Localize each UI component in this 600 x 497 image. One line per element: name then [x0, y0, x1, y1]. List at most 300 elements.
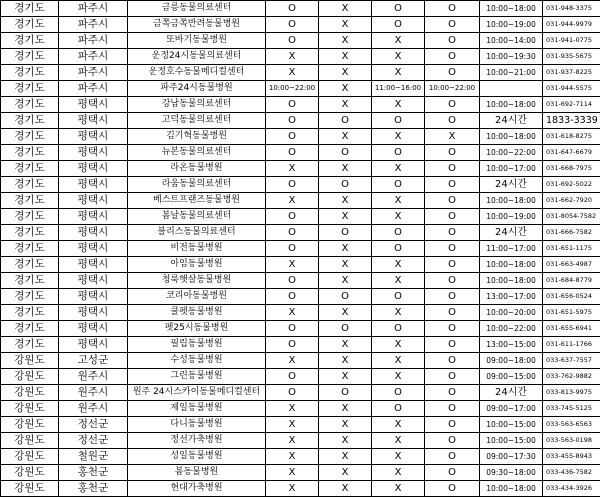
sunday-cell: X: [319, 417, 372, 433]
hours-cell: 24시간: [480, 225, 543, 241]
hours-cell: 10:00~18:00: [480, 193, 543, 209]
clinic-name-cell: 베스트프랜즈동물병원: [128, 193, 266, 209]
hours-cell: 10:00~20:00: [480, 305, 543, 321]
region-cell: 경기도: [1, 337, 59, 353]
phone-cell: 031-8054-7582: [543, 209, 600, 225]
region-cell: 경기도: [1, 305, 59, 321]
hours-cell: 10:00~14:00: [480, 33, 543, 49]
clinic-name-cell: 김기혁동물병원: [128, 129, 266, 145]
phone-cell: 031-944-5575: [543, 81, 600, 97]
city-cell: 평택시: [59, 97, 128, 113]
phone-cell: 031-656-0524: [543, 289, 600, 305]
sunday-cell: X: [319, 161, 372, 177]
clinic-name-cell: 라움동물의료센터: [128, 177, 266, 193]
region-cell: 강원도: [1, 449, 59, 465]
clinic-name-cell: 현대가축병원: [128, 481, 266, 497]
phone-cell: 031-647-6679: [543, 145, 600, 161]
hours-cell: 09:00~18:00: [480, 353, 543, 369]
holiday-cell: O: [425, 369, 480, 385]
table-row: [1, 385, 600, 401]
saturday-cell: O: [372, 241, 425, 257]
sunday-cell: X: [319, 353, 372, 369]
city-cell: 원주시: [59, 401, 128, 417]
city-cell: 평택시: [59, 129, 128, 145]
table-row: [1, 97, 600, 113]
weekday-cell: O: [266, 33, 319, 49]
saturday-cell: O: [372, 113, 425, 129]
saturday-cell: X: [372, 353, 425, 369]
region-cell: 경기도: [1, 273, 59, 289]
saturday-cell: X: [372, 337, 425, 353]
saturday-cell: O: [372, 1, 425, 17]
city-cell: 평택시: [59, 241, 128, 257]
region-cell: 강원도: [1, 385, 59, 401]
weekday-cell: O: [266, 225, 319, 241]
city-cell: 파주시: [59, 17, 128, 33]
region-cell: 경기도: [1, 17, 59, 33]
holiday-cell: O: [425, 145, 480, 161]
phone-cell: 031-666-7582: [543, 225, 600, 241]
hours-cell: 10:00~18:00: [480, 257, 543, 273]
sunday-cell: X: [319, 65, 372, 81]
saturday-cell: O: [372, 321, 425, 337]
city-cell: 평택시: [59, 305, 128, 321]
weekday-cell: O: [266, 177, 319, 193]
region-cell: 경기도: [1, 177, 59, 193]
saturday-cell: X: [372, 369, 425, 385]
sunday-cell: O: [319, 321, 372, 337]
sunday-cell: O: [319, 289, 372, 305]
hours-cell: 10:00~22:00: [480, 145, 543, 161]
clinic-name-cell: 그린동물병원: [128, 369, 266, 385]
clinic-name-cell: 다니동물병원: [128, 417, 266, 433]
hours-cell: 10:00~18:00: [480, 129, 543, 145]
weekday-cell: O: [266, 97, 319, 113]
clinic-name-cell: 라온동물병원: [128, 161, 266, 177]
phone-cell: 031-937-8225: [543, 65, 600, 81]
phone-cell: 031-935-5675: [543, 49, 600, 65]
region-cell: 경기도: [1, 81, 59, 97]
city-cell: 홍천군: [59, 465, 128, 481]
saturday-cell: O: [372, 17, 425, 33]
saturday-cell: X: [372, 161, 425, 177]
weekday-cell: O: [266, 241, 319, 257]
region-cell: 강원도: [1, 417, 59, 433]
clinic-name-cell: 수성동물병원: [128, 353, 266, 369]
table-row: [1, 449, 600, 465]
holiday-cell: O: [425, 401, 480, 417]
city-cell: 파주시: [59, 49, 128, 65]
table-row: [1, 481, 600, 497]
table-row: [1, 49, 600, 65]
clinic-name-cell: 봄날동물의료센터: [128, 209, 266, 225]
clinic-name-cell: 제일동물병원: [128, 401, 266, 417]
holiday-cell: O: [425, 353, 480, 369]
saturday-cell: X: [372, 97, 425, 113]
hours-cell: [480, 81, 543, 97]
hours-cell: 10:00~22:00: [480, 321, 543, 337]
phone-cell: 033-563-0198: [543, 433, 600, 449]
sunday-cell: X: [319, 369, 372, 385]
phone-cell: 033-637-7557: [543, 353, 600, 369]
holiday-cell: O: [425, 113, 480, 129]
hours-cell: 24시간: [480, 113, 543, 129]
clinic-name-cell: 금쪽금쪽반려동물병원: [128, 17, 266, 33]
hours-cell: 10:00~18:00: [480, 273, 543, 289]
weekday-cell: O: [266, 289, 319, 305]
weekday-cell: 10:00~22:00: [266, 81, 319, 97]
saturday-cell: O: [372, 289, 425, 305]
city-cell: 평택시: [59, 161, 128, 177]
clinic-name-cell: 운정호수동물메디컬센터: [128, 65, 266, 81]
holiday-cell: O: [425, 321, 480, 337]
region-cell: 강원도: [1, 353, 59, 369]
table-row: [1, 145, 600, 161]
clinic-name-cell: 또바기동물병원: [128, 33, 266, 49]
weekday-cell: O: [266, 337, 319, 353]
sunday-cell: X: [319, 401, 372, 417]
holiday-cell: O: [425, 33, 480, 49]
saturday-cell: X: [372, 33, 425, 49]
hours-cell: 24시간: [480, 385, 543, 401]
hours-cell: 11:00~17:00: [480, 241, 543, 257]
region-cell: 경기도: [1, 113, 59, 129]
city-cell: 평택시: [59, 193, 128, 209]
weekday-cell: X: [266, 305, 319, 321]
phone-cell: 033-745-5125: [543, 401, 600, 417]
weekday-cell: X: [266, 401, 319, 417]
table-row: [1, 257, 600, 273]
phone-cell: 031-692-7114: [543, 97, 600, 113]
hours-cell: 09:00~17:30: [480, 449, 543, 465]
hours-cell: 09:30~18:00: [480, 465, 543, 481]
table-row: [1, 337, 600, 353]
sunday-cell: X: [319, 337, 372, 353]
table-row: [1, 113, 600, 129]
weekday-cell: X: [266, 481, 319, 497]
weekday-cell: X: [266, 257, 319, 273]
weekday-cell: O: [266, 17, 319, 33]
holiday-cell: O: [425, 337, 480, 353]
phone-cell: 031-655-6941: [543, 321, 600, 337]
holiday-cell: O: [425, 161, 480, 177]
table-row: [1, 465, 600, 481]
hours-cell: 10:00~18:00: [480, 481, 543, 497]
weekday-cell: O: [266, 385, 319, 401]
hours-cell: 10:00~19:00: [480, 209, 543, 225]
sunday-cell: O: [319, 385, 372, 401]
phone-cell: 033-762-9882: [543, 369, 600, 385]
sunday-cell: X: [319, 209, 372, 225]
hours-cell: 09:00~15:00: [480, 369, 543, 385]
table-row: [1, 353, 600, 369]
phone-cell: 031-651-5975: [543, 305, 600, 321]
saturday-cell: X: [372, 449, 425, 465]
clinic-name-cell: 아임동물병원: [128, 257, 266, 273]
region-cell: 강원도: [1, 369, 59, 385]
sunday-cell: O: [319, 225, 372, 241]
clinic-name-cell: 코리아동물병원: [128, 289, 266, 305]
holiday-cell: O: [425, 1, 480, 17]
holiday-cell: O: [425, 465, 480, 481]
holiday-cell: O: [425, 305, 480, 321]
clinic-name-cell: 블리스동물의료센터: [128, 225, 266, 241]
weekday-cell: X: [266, 449, 319, 465]
sunday-cell: X: [319, 193, 372, 209]
hours-cell: 10:00~17:00: [480, 161, 543, 177]
hours-cell: 10:00~19:00: [480, 17, 543, 33]
holiday-cell: O: [425, 193, 480, 209]
city-cell: 정선군: [59, 417, 128, 433]
table-row: [1, 369, 600, 385]
clinic-name-cell: 쿨펫동물병원: [128, 305, 266, 321]
table-row: [1, 321, 600, 337]
table-row: [1, 289, 600, 305]
saturday-cell: X: [372, 193, 425, 209]
clinic-name-cell: 정선가축병원: [128, 433, 266, 449]
weekday-cell: O: [266, 113, 319, 129]
sunday-cell: O: [319, 145, 372, 161]
region-cell: 경기도: [1, 225, 59, 241]
weekday-cell: O: [266, 209, 319, 225]
saturday-cell: X: [372, 129, 425, 145]
table-row: [1, 401, 600, 417]
phone-cell: 031-692-5022: [543, 177, 600, 193]
phone-cell: 1833-3339: [543, 113, 600, 129]
hours-cell: 10:00~18:00: [480, 1, 543, 17]
city-cell: 평택시: [59, 177, 128, 193]
weekday-cell: X: [266, 65, 319, 81]
region-cell: 경기도: [1, 145, 59, 161]
hours-cell: 10:00~19:30: [480, 49, 543, 65]
holiday-cell: O: [425, 177, 480, 193]
phone-cell: 033-434-3926: [543, 481, 600, 497]
hours-cell: 13:00~17:00: [480, 289, 543, 305]
weekday-cell: X: [266, 161, 319, 177]
holiday-cell: O: [425, 289, 480, 305]
table-row: [1, 65, 600, 81]
table-row: [1, 17, 600, 33]
city-cell: 고성군: [59, 353, 128, 369]
saturday-cell: O: [372, 177, 425, 193]
table-row: [1, 33, 600, 49]
weekday-cell: O: [266, 321, 319, 337]
weekday-cell: X: [266, 193, 319, 209]
region-cell: 경기도: [1, 49, 59, 65]
weekday-cell: X: [266, 49, 319, 65]
phone-cell: 031-684-8779: [543, 273, 600, 289]
holiday-cell: O: [425, 241, 480, 257]
city-cell: 파주시: [59, 65, 128, 81]
hours-cell: 09:00~17:00: [480, 401, 543, 417]
sunday-cell: X: [319, 1, 372, 17]
weekday-cell: X: [266, 353, 319, 369]
region-cell: 경기도: [1, 257, 59, 273]
holiday-cell: O: [425, 385, 480, 401]
weekday-cell: X: [266, 465, 319, 481]
table-row: [1, 305, 600, 321]
sunday-cell: X: [319, 465, 372, 481]
city-cell: 파주시: [59, 33, 128, 49]
weekday-cell: O: [266, 1, 319, 17]
table-row: [1, 417, 600, 433]
phone-cell: 031-662-7920: [543, 193, 600, 209]
weekday-cell: O: [266, 145, 319, 161]
city-cell: 원주시: [59, 385, 128, 401]
clinic-name-cell: 비전동물병원: [128, 241, 266, 257]
table-row: [1, 241, 600, 257]
clinic-name-cell: 강남동물의료센터: [128, 97, 266, 113]
holiday-cell: O: [425, 65, 480, 81]
sunday-cell: O: [319, 113, 372, 129]
holiday-cell: O: [425, 449, 480, 465]
clinic-name-cell: 필립동물병원: [128, 337, 266, 353]
region-cell: 강원도: [1, 433, 59, 449]
clinic-name-cell: 성일동물병원: [128, 449, 266, 465]
region-cell: 경기도: [1, 33, 59, 49]
table-body: [1, 1, 600, 497]
saturday-cell: O: [372, 145, 425, 161]
region-cell: 강원도: [1, 401, 59, 417]
clinic-name-cell: 파주24시동물병원: [128, 81, 266, 97]
clinic-name-cell: 봄동물병원: [128, 465, 266, 481]
region-cell: 경기도: [1, 65, 59, 81]
table-row: [1, 433, 600, 449]
phone-cell: 031-941-0775: [543, 33, 600, 49]
city-cell: 평택시: [59, 145, 128, 161]
saturday-cell: O: [372, 225, 425, 241]
table-row: [1, 273, 600, 289]
saturday-cell: X: [372, 465, 425, 481]
region-cell: 경기도: [1, 97, 59, 113]
region-cell: 경기도: [1, 161, 59, 177]
saturday-cell: 11:00~16:00: [372, 81, 425, 97]
saturday-cell: X: [372, 305, 425, 321]
sunday-cell: X: [319, 433, 372, 449]
holiday-cell: 10:00~22:00: [425, 81, 480, 97]
city-cell: 평택시: [59, 209, 128, 225]
phone-cell: 031-663-4987: [543, 257, 600, 273]
clinic-name-cell: 운정24시동물의료센터: [128, 49, 266, 65]
region-cell: 강원도: [1, 465, 59, 481]
city-cell: 평택시: [59, 257, 128, 273]
weekday-cell: X: [266, 433, 319, 449]
region-cell: 경기도: [1, 1, 59, 17]
clinic-name-cell: 청룩햇살동물병원: [128, 273, 266, 289]
phone-cell: 031-618-8275: [543, 129, 600, 145]
saturday-cell: X: [372, 209, 425, 225]
saturday-cell: O: [372, 385, 425, 401]
table-row: [1, 129, 600, 145]
sunday-cell: X: [319, 241, 372, 257]
phone-cell: 031-651-1175: [543, 241, 600, 257]
city-cell: 평택시: [59, 225, 128, 241]
saturday-cell: X: [372, 273, 425, 289]
phone-cell: 031-611-1766: [543, 337, 600, 353]
holiday-cell: O: [425, 49, 480, 65]
saturday-cell: X: [372, 65, 425, 81]
region-cell: 경기도: [1, 289, 59, 305]
hours-cell: 10:00~18:00: [480, 97, 543, 113]
phone-cell: 033-563-6563: [543, 417, 600, 433]
clinic-name-cell: 고덕동물의료센터: [128, 113, 266, 129]
table-row: [1, 161, 600, 177]
city-cell: 평택시: [59, 113, 128, 129]
table-row: [1, 225, 600, 241]
sunday-cell: X: [319, 17, 372, 33]
sunday-cell: X: [319, 129, 372, 145]
phone-cell: 031-948-3375: [543, 1, 600, 17]
sunday-cell: X: [319, 305, 372, 321]
sunday-cell: X: [319, 273, 372, 289]
clinic-name-cell: 뉴본동물의료센터: [128, 145, 266, 161]
holiday-cell: O: [425, 417, 480, 433]
city-cell: 원주시: [59, 369, 128, 385]
sunday-cell: X: [319, 449, 372, 465]
weekday-cell: X: [266, 417, 319, 433]
sunday-cell: X: [319, 97, 372, 113]
saturday-cell: X: [372, 49, 425, 65]
clinic-name-cell: 펫25시동물병원: [128, 321, 266, 337]
phone-cell: 031-668-7975: [543, 161, 600, 177]
weekday-cell: O: [266, 129, 319, 145]
region-cell: 경기도: [1, 209, 59, 225]
holiday-cell: O: [425, 257, 480, 273]
hours-cell: 24시간: [480, 177, 543, 193]
hours-cell: 10:00~21:00: [480, 65, 543, 81]
saturday-cell: X: [372, 481, 425, 497]
hours-cell: 13:00~15:00: [480, 337, 543, 353]
sunday-cell: X: [319, 49, 372, 65]
city-cell: 평택시: [59, 273, 128, 289]
weekday-cell: O: [266, 273, 319, 289]
hours-cell: 10:00~15:00: [480, 417, 543, 433]
weekday-cell: O: [266, 369, 319, 385]
city-cell: 철원군: [59, 449, 128, 465]
hours-cell: 10:00~15:00: [480, 433, 543, 449]
region-cell: 경기도: [1, 193, 59, 209]
phone-cell: 031-944-9979: [543, 17, 600, 33]
phone-cell: 033-455-8943: [543, 449, 600, 465]
holiday-cell: O: [425, 97, 480, 113]
city-cell: 홍천군: [59, 481, 128, 497]
saturday-cell: X: [372, 433, 425, 449]
holiday-cell: O: [425, 17, 480, 33]
holiday-cell: O: [425, 273, 480, 289]
holiday-cell: O: [425, 433, 480, 449]
region-cell: 경기도: [1, 129, 59, 145]
clinic-name-cell: 원주 24시스카이동물메디컬센터: [128, 385, 266, 401]
saturday-cell: X: [372, 257, 425, 273]
sunday-cell: O: [319, 177, 372, 193]
phone-cell: 033-813-9975: [543, 385, 600, 401]
city-cell: 파주시: [59, 81, 128, 97]
region-cell: 경기도: [1, 241, 59, 257]
city-cell: 평택시: [59, 337, 128, 353]
sunday-cell: X: [319, 257, 372, 273]
table-row: [1, 209, 600, 225]
table-row: [1, 1, 600, 17]
table-row: [1, 177, 600, 193]
region-cell: 강원도: [1, 481, 59, 497]
saturday-cell: O: [372, 401, 425, 417]
sunday-cell: X: [319, 33, 372, 49]
region-cell: 경기도: [1, 321, 59, 337]
holiday-cell: O: [425, 209, 480, 225]
holiday-cell: O: [425, 225, 480, 241]
city-cell: 정선군: [59, 433, 128, 449]
table-row: [1, 81, 600, 97]
